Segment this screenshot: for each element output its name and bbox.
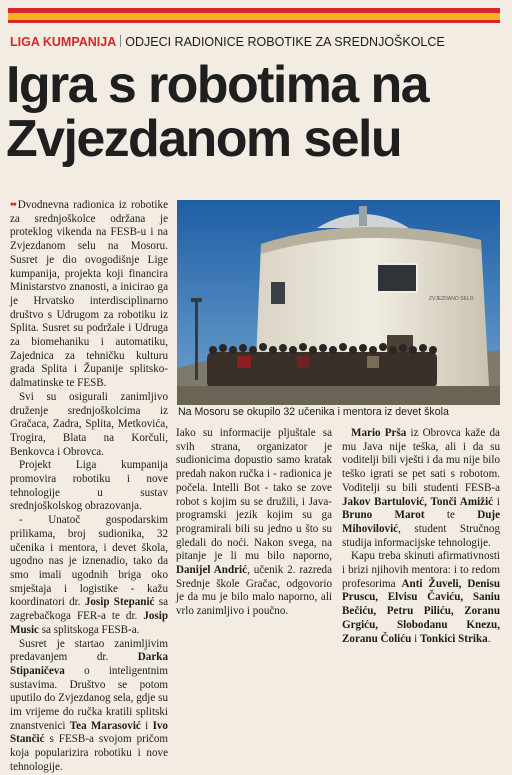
top-red-stripe-lower <box>8 20 500 23</box>
observatory-photo-illustration <box>177 200 500 405</box>
tower-window-left <box>271 282 285 304</box>
paragraph-2: Svi su osigurali zanimljivo druženje srednjoškolcima iz Gračaca, Zadra, Splita, Metkovića, Trogira, Blata na Korčuli, Benkovca i Obrovca. <box>10 390 168 458</box>
observatory-sign: ZVJEZDANO SELO <box>429 296 474 302</box>
p8-text-a: Kapu treba skinuti afirmativnosti i brizi njihovih mentora: i to redom profesorima <box>342 550 500 590</box>
headline-line-2: Zvjezdanom selu <box>6 110 401 168</box>
p6-text-b: , učenik 2. razreda Srednje škole Gračac, odgovorio je da mu je bilo malo naporno, ali vrlo zanimljivo i poučno. <box>176 564 332 618</box>
professor-names: Anti Žuveli, Denisu Pruscu, Elvisu Čaviću, Saniu Bečiću, Petru Piliću, Zoranu Grgiću, Slobodanu Knezu, Zoranu Čoliću <box>342 577 500 645</box>
paragraph-7 <box>342 427 500 550</box>
p7-text-a: iz Obrovca kaže da mu Java nije teška, ali i da su voditelji bili vješti i da mu nije bilo teško igrati se pet sati s robotom. Voditelji su bili studenti FESB-a <box>342 427 500 494</box>
article-column-2 <box>176 427 332 717</box>
p5-text-c: i <box>140 719 153 732</box>
student-name-2: Mario Prša <box>351 427 407 439</box>
student-name-1: Danijel Andrić <box>176 564 248 577</box>
mentor-students-names: Jakov Bartulović, Tonči Amižić <box>342 495 494 508</box>
section-kicker <box>10 35 445 49</box>
paragraph-5 <box>10 638 168 775</box>
mentor-student-name-4: Duje Mihovilović <box>342 509 501 535</box>
article-headline <box>6 58 506 166</box>
kicker-subtitle: ODJECI RADIONICE ROBOTIKE ZA SREDNJOŠKOLCE <box>125 35 445 49</box>
paragraph-6 <box>176 427 332 619</box>
antenna-top <box>191 298 202 302</box>
p8-text-b: i <box>411 632 420 645</box>
p4-text-a: - Unatoč gospodarskim prilikama, broj sudionika, 32 učenika i mentora, i devet škola, ugodno nas je iznenadio, tako da smo imali ugodnih briga oko smještaja i logistike - kažu koordinatori dr. <box>10 514 168 609</box>
kicker-label: LIGA KUMPANIJA <box>10 35 117 49</box>
p4-text-b: sa zagrebačkoga FER-a te dr. <box>10 596 168 623</box>
p7-text-b: i <box>493 495 500 508</box>
p4-text-c: sa splitskoga FESB-a. <box>38 623 140 636</box>
p6-text-a: Iako su informacije pljuštale sa svih strana, organizator je sudionicima dopustio samo kratak predah nakon ručka i - radionica je počela. Intelli Bot - tako se zove robot s kojim su se družili, i Java-programski jezik kojim su ga programirali bili su jedno u što su gledali do noći. Nakon svega, na pitanje je li mu bilo naporno, <box>176 427 332 563</box>
lecturer-name: Darka Stipaničeva <box>10 651 168 677</box>
scientist-name-2: Ivo Stančić <box>10 719 168 746</box>
kicker-divider <box>120 35 121 47</box>
scientist-name-1: Tea Marasović <box>69 719 141 732</box>
lead-text: Dvodnevna radionica iz robotike za srednjoškolce održana je proteklog vikenda na FESB-u i na Zvjezdanom selu na Mosoru. Susret je dio ovogodišnje Lige kumpanija, projekta koji financira Ministarstvo znanosti, a inicirao ga je Hrvatsko interdisciplinarno društvo s Udrugom za robotiku iz Splita. Susret su podržale i Udruga za biomehaniku i automatiku, Zajednica za tehničku kulturu grada Splita i Županije splitsko-dalmatinske te FESB. <box>10 199 168 390</box>
p5-text-a: Susret je startao zanimljivim predavanjem dr. <box>10 637 168 664</box>
p7-text-c: te <box>424 509 478 522</box>
red-dots-bullet: •• <box>10 199 16 211</box>
article-column-3 <box>342 427 500 717</box>
p7-text-d: , student Stručnog studija informacijske tehnologije. <box>342 522 500 549</box>
top-yellow-stripe <box>8 13 500 20</box>
ground <box>177 386 500 405</box>
coordinator-name-1: Josip Stepanić <box>84 596 155 609</box>
article-column-1 <box>10 199 168 773</box>
photo-caption: Na Mosoru se okupilo 32 učenika i mentora iz devet škola <box>178 406 449 418</box>
lead-paragraph <box>10 199 168 391</box>
tower-window-right <box>377 264 417 292</box>
coordinator-name-2: Josip Music <box>10 610 168 636</box>
professor-name-last: Tonkici Strika <box>420 632 488 645</box>
headline-line-1: Igra s robotima na <box>6 56 428 114</box>
mentor-student-name-3: Bruno Marot <box>342 509 425 522</box>
group-of-people <box>207 343 437 388</box>
paragraph-8 <box>342 550 500 646</box>
paragraph-3: Projekt Liga kumpanija promovira robotiku i nove tehnologije u sustav srednjoškolskog obrazovanja. <box>10 459 168 513</box>
antenna-mast <box>195 300 198 380</box>
group-photo <box>177 200 500 405</box>
p8-text-c: . <box>487 632 491 645</box>
paragraph-4 <box>10 514 168 637</box>
dome-slit <box>359 206 367 226</box>
p5-text-b: o inteligentnim sustavima. Društvo se potom uputilo do Zvjezdanog sela, gdje su im vrijeme do ručka kratili splitski znanstvenici <box>10 664 168 732</box>
p5-text-d: s FESB-a svojom pričom koja popularizira robotiku i nove tehnologije. <box>10 733 168 773</box>
